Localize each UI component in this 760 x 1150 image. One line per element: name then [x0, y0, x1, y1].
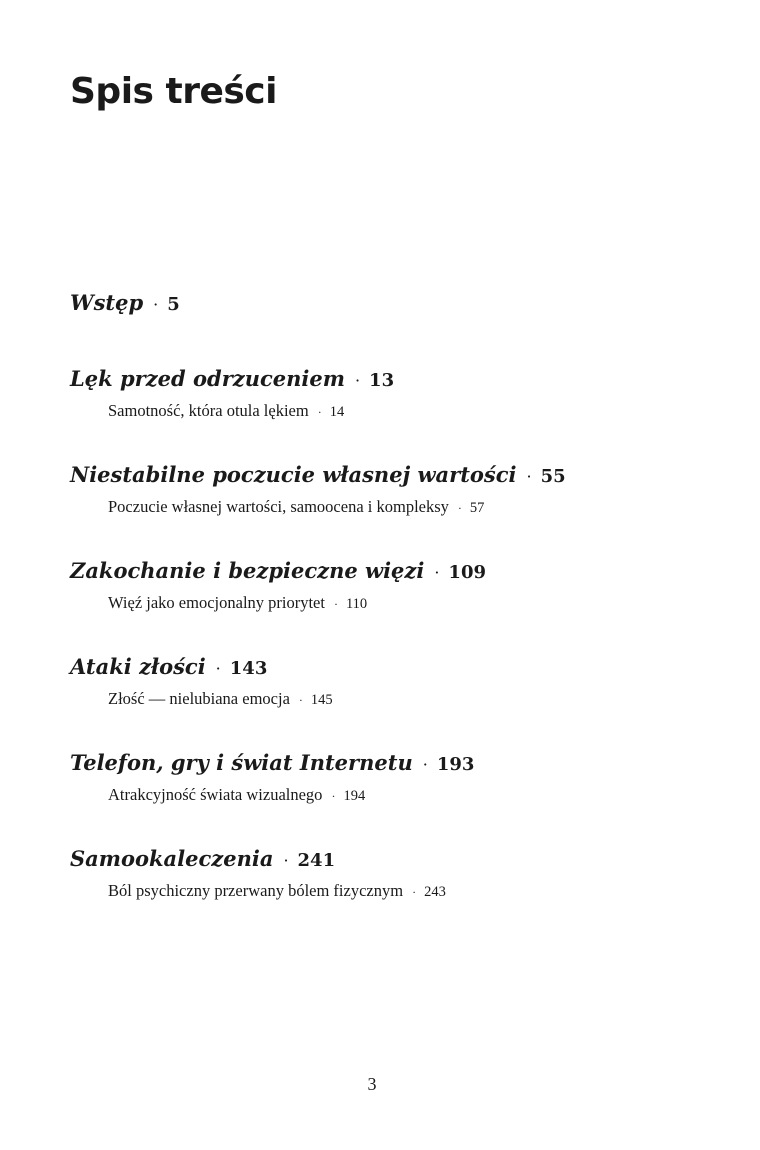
separator-dot: ·: [298, 693, 303, 707]
separator-dot: ·: [283, 851, 289, 870]
page-title: Spis treści: [70, 71, 277, 112]
section-page-number: 57: [469, 500, 485, 516]
chapter-title: Wstęp: [70, 290, 144, 315]
separator-dot: ·: [434, 563, 440, 582]
chapter-title: Ataki złości: [70, 654, 206, 679]
chapter-line: [70, 844, 710, 876]
chapter-title: Niestabilne poczucie własnej wartości: [70, 462, 517, 487]
toc-entry: [70, 460, 710, 519]
chapter-page-number: 241: [297, 850, 336, 871]
chapter-page-number: 5: [167, 294, 180, 315]
chapter-line: [70, 652, 710, 684]
separator-dot: ·: [412, 885, 417, 899]
section-line: [108, 400, 710, 423]
section-page-number: 194: [343, 788, 366, 804]
section-page-number: 14: [329, 404, 345, 420]
separator-dot: ·: [422, 755, 428, 774]
chapter-title: Telefon, gry i świat Internetu: [70, 750, 413, 775]
section-line: [108, 880, 710, 903]
section-page-number: 145: [310, 692, 333, 708]
chapter-line: [70, 460, 710, 492]
section-line: [108, 688, 710, 711]
section-title: Poczucie własnej wartości, samoocena i kompleksy: [108, 497, 449, 516]
chapter-page-number: 143: [229, 658, 268, 679]
separator-dot: ·: [331, 789, 336, 803]
toc-entry: [70, 844, 710, 903]
chapter-line: [70, 364, 710, 396]
chapter-page-number: 55: [540, 466, 566, 487]
chapter-title: Samookaleczenia: [70, 846, 274, 871]
section-line: [108, 592, 710, 615]
separator-dot: ·: [354, 371, 361, 390]
section-line: [108, 496, 710, 519]
toc-entry: [70, 364, 710, 423]
section-title: Ból psychiczny przerwany bólem fizycznym: [108, 881, 404, 900]
page-number: 3: [367, 1074, 377, 1094]
separator-dot: ·: [526, 467, 532, 486]
chapter-line: [70, 288, 710, 320]
chapter-page-number: 13: [369, 370, 395, 391]
toc-entry: [70, 652, 710, 711]
separator-dot: ·: [317, 405, 322, 419]
chapter-page-number: 193: [436, 754, 475, 775]
separator-dot: ·: [215, 659, 221, 678]
separator-dot: ·: [153, 295, 159, 314]
chapter-line: [70, 556, 710, 588]
section-title: Atrakcyjność świata wizualnego: [108, 785, 323, 804]
section-page-number: 110: [345, 596, 368, 612]
section-line: [108, 784, 710, 807]
separator-dot: ·: [333, 597, 338, 611]
section-title: Więź jako emocjonalny priorytet: [108, 593, 325, 612]
table-of-contents: [70, 288, 710, 940]
section-page-number: 243: [424, 884, 446, 900]
toc-entry: [70, 288, 710, 320]
section-title: Złość — nielubiana emocja: [108, 689, 290, 708]
toc-entry: [70, 748, 710, 807]
chapter-line: [70, 748, 710, 780]
section-title: Samotność, która otula lękiem: [108, 401, 309, 420]
chapter-page-number: 109: [448, 562, 486, 583]
chapter-title: Zakochanie i bezpieczne więzi: [70, 558, 425, 583]
chapter-title: Lęk przed odrzuceniem: [70, 366, 345, 391]
separator-dot: ·: [457, 501, 462, 515]
toc-entry: [70, 556, 710, 615]
